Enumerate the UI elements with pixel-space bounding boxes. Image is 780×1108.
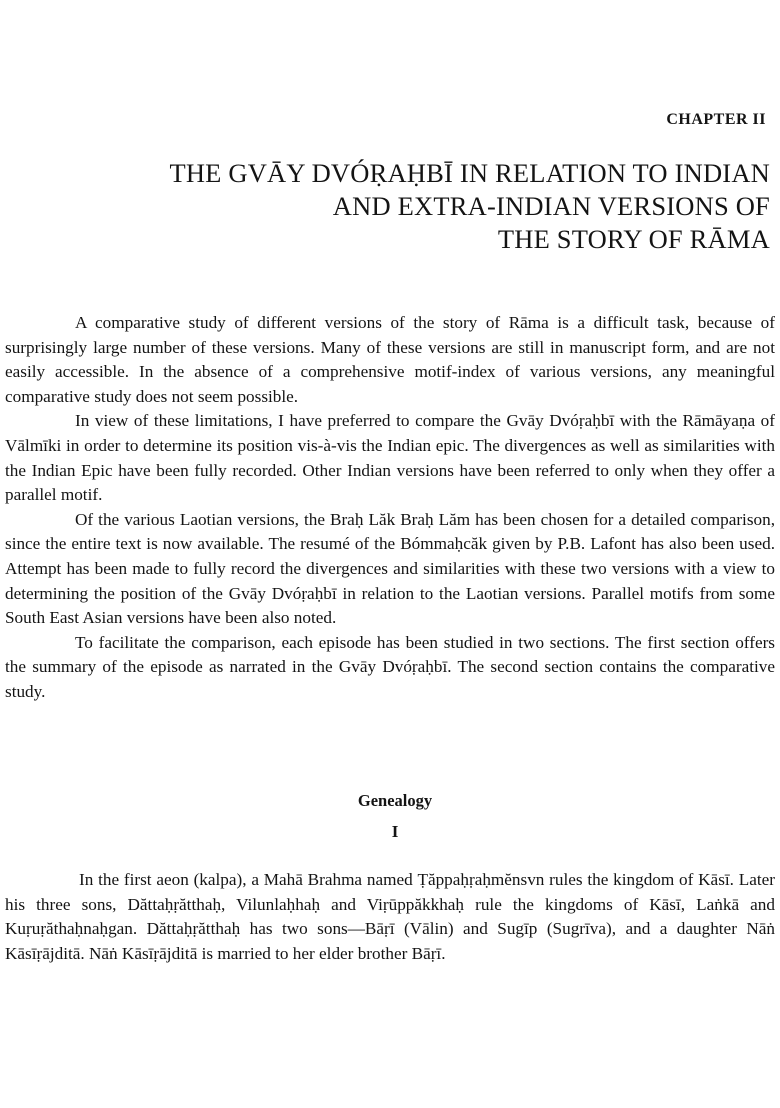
section-heading: Genealogy bbox=[357, 791, 433, 810]
chapter-title bbox=[50, 157, 770, 256]
genealogy-paragraph: In the first aeon (kalpa), a Mahā Brahma named Ṭăppaḥṛaḥmĕnsvn rules the kingdom of Kāsī. Later his three sons, Dăttaḥṛătthaḥ, Vilunlaḥhaḥ and Viṛūppăkkhaḥ rule the kingdoms of Kāsī, Laṅkā and Kuṛuṛăthaḥnaḥgan. Dăttaḥṛătthaḥ has two sons—Bāṛī (Vālin) and Sugīp (Sugrīva), and a daughter Nāṅ Kāsīṛājditā. Nāṅ Kāsīṛājditā is married to her elder brother Bāṛī. bbox=[5, 870, 775, 963]
paragraph-1: A comparative study of different versions of the story of Rāma is a difficult task, because of surprisingly large number of these versions. Many of these versions are still in manuscript form, and are not easily accessible. In the absence of a comprehensive motif-index of various versions, any meaningful comparative study does not seem possible. bbox=[5, 313, 775, 406]
paragraph-4: To facilitate the comparison, each episode has been studied in two sections. The first section offers the summary of the episode as narrated in the Gvāy Dvóṛaḥbī. The second section contains the comparative study. bbox=[5, 632, 775, 701]
paragraph-2: In view of these limitations, I have preferred to compare the Gvāy Dvóṛaḥbī with the Rāmāyaṇa of Vālmīki in order to determine its position vis-à-vis the Indian epic. The divergences as well as similarities with the Indian Epic have been fully recorded. Other Indian versions have been referred to only when they offer a parallel motif. bbox=[5, 411, 775, 505]
chapter-title-line-3: THE STORY OF RĀMA bbox=[497, 224, 770, 254]
chapter-title-line-2: AND EXTRA-INDIAN VERSIONS OF bbox=[332, 191, 770, 221]
genealogy-text bbox=[5, 868, 775, 966]
section-numeral: I bbox=[391, 822, 399, 841]
paragraph-3: Of the various Laotian versions, the Braḥ Lăk Braḥ Lăm has been chosen for a detailed comparison, since the entire text is now available. The resumé of the Bómmaḥcăk given by P.B. Lafont has also been used. Attempt has been made to fully record the divergences and similarities with these two versions with a view to determining the position of the Gvāy Dvóṛaḥbī in relation to the Laotian versions. Parallel motifs from some South East Asian versions have been also noted. bbox=[5, 509, 775, 628]
introduction-text bbox=[5, 311, 775, 705]
chapter-label: CHAPTER II bbox=[666, 111, 766, 128]
chapter-title-line-1: THE GVĀY DVÓṚAḤBĪ IN RELATION TO INDIAN bbox=[169, 158, 770, 188]
